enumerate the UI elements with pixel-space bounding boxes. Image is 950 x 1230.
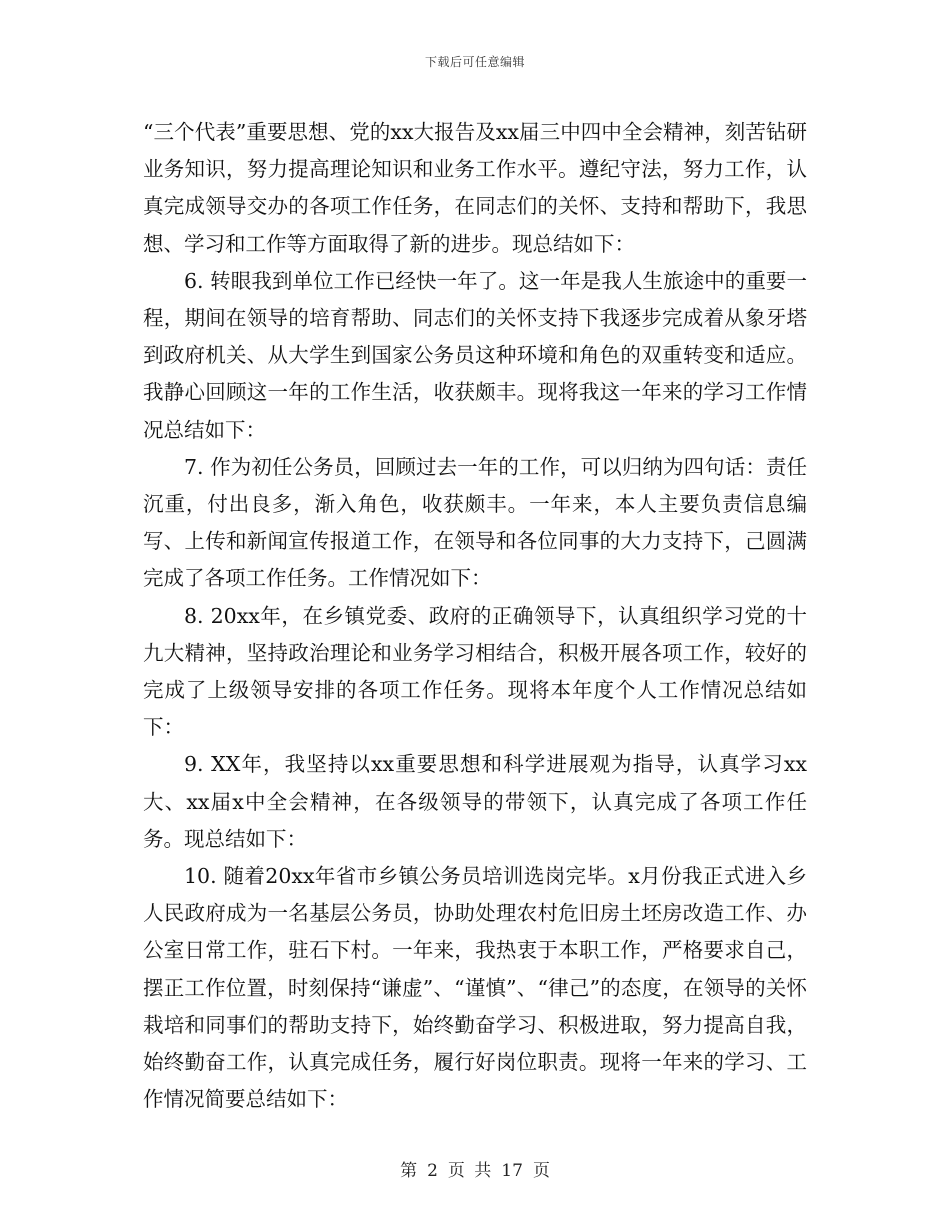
page-header: 下载后可任意编辑 — [424, 55, 525, 69]
paragraph: 9. XX年，我坚持以xx重要思想和科学进展观为指导，认真学习xx大、xx届x中全会精神，在各级领导的带领下，认真完成了各项工作任务。现总结如下： — [143, 752, 807, 851]
current-page-number: 2 — [427, 1161, 438, 1181]
paragraph: 10. 随着20xx年省市乡镇公务员培训选岗完毕。x月份我正式进入乡人民政府成为一名基层公务员，协助处理农村危旧房土坯房改造工作、办公室日常工作，驻石下村。一年来，我热衷于本职工作，严格要求自己，摆正工作位置，时刻保持“谦虚”、“谨慎”、“律己”的态度，在领导的关怀栽培和同事们的帮助支持下，始终勤奋学习、积极进取，努力提高自我，始终勤奋工作，认真完成任务，履行好岗位职责。现将一年来的学习、工作情况简要总结如下： — [143, 864, 807, 1112]
paragraph: “三个代表”重要思想、党的xx大报告及xx届三中四中全会精神，刻苦钻研业务知识，努力提高理论知识和业务工作水平。遵纪守法，努力工作，认真完成领导交办的各项工作任务，在同志们的关怀、支持和帮助下，我思想、学习和工作等方面取得了新的进步。现总结如下： — [143, 120, 807, 256]
page-footer — [0, 1156, 950, 1181]
footer-middle: 页 共 — [447, 1161, 492, 1181]
paragraph: 7. 作为初任公务员，回顾过去一年的工作，可以归纳为四句话：责任沉重，付出良多，渐入角色，收获颇丰。一年来，本人主要负责信息编写、上传和新闻宣传报道工作，在领导和各位同事的大力支持下，己圆满完成了各项工作任务。工作情况如下： — [143, 454, 807, 591]
paragraph: 6. 转眼我到单位工作已经快一年了。这一年是我人生旅途中的重要一程，期间在领导的培育帮助、同志们的关怀支持下我逐步完成着从象牙塔到政府机关、从大学生到国家公务员这种环境和角色的双重转变和适应。我静心回顾这一年的工作生活，收获颇丰。现将我这一年来的学习工作情况总结如下： — [143, 268, 807, 442]
footer-suffix: 页 — [532, 1161, 550, 1181]
paragraph: 8. 20xx年，在乡镇党委、政府的正确领导下，认真组织学习党的十九大精神，坚持政治理论和业务学习相结合，积极开展各项工作，较好的完成了上级领导安排的各项工作任务。现将本年度个人工作情况总结如下： — [143, 603, 807, 740]
footer-prefix: 第 — [400, 1161, 418, 1181]
total-page-count: 17 — [501, 1161, 523, 1181]
document-body — [143, 114, 807, 1118]
